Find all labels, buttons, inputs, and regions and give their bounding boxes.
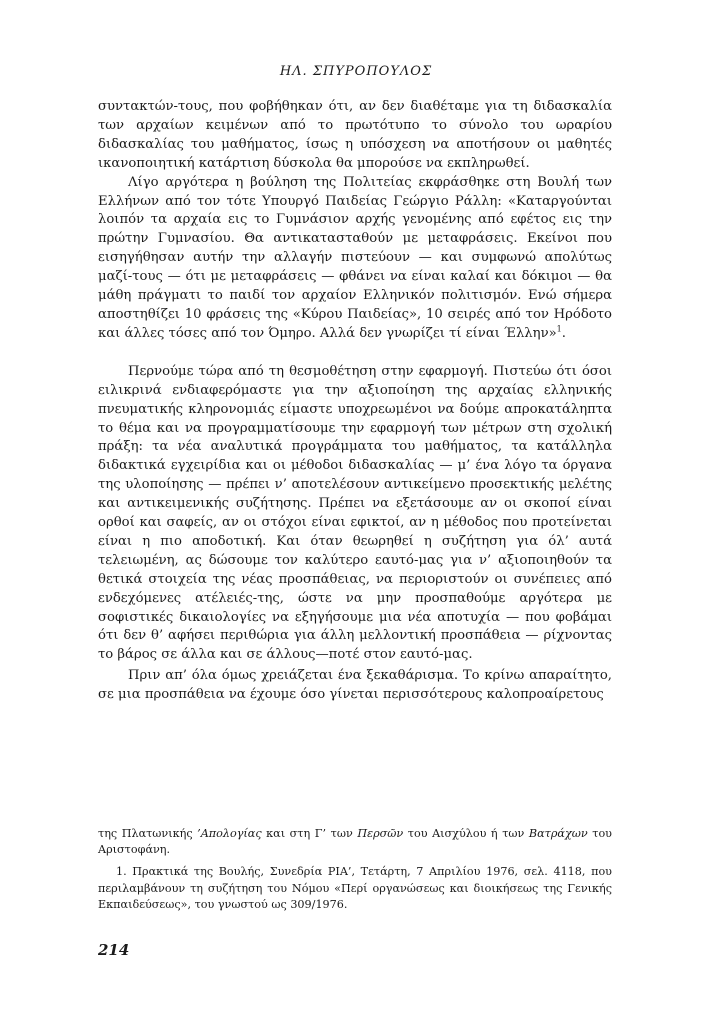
- footnote-cont-text-g: του Αριστοφάνη.: [98, 827, 612, 857]
- running-head: ΗΛ. ΣΠΥΡΟΠΟΥΛΟΣ: [279, 64, 433, 79]
- page-number: 214: [98, 941, 130, 959]
- body-text: [98, 98, 612, 705]
- footnotes: [98, 826, 612, 913]
- paragraph-2: Λίγο αργότερα η βούληση της Πολιτείας εκφράσθηκε στη Βουλή των Ελλήνων από τον τότε Υπουργό Παιδείας Γεώργιο Ράλλη: «Καταργούνται λοιπόν τα αρχαία εις το Γυμνάσιον αρχής γενομένης από εφέτος εις την πρώτην Γυμνασίου. Θα αντικατασταθούν με μεταφράσεις. Εκείνοι που εισηγήθησαν αυτήν την αλλαγήν πιστεύουν — και συμφωνώ απολύτως μαζί-τους — ότι με μεταφράσεις — φθάνει να είναι καλαί και δόκιμοι — θα μάθη πράγματι το παιδί τον αρχαίον Ελληνικόν πολιτισμόν. Ενώ σήμερα αποστηθίζει 10 φράσεις της «Κύρου Παιδείας», 10 σειρές από τον Ηρόδοτο και άλλες τόσες από τον Όμηρο. Αλλά δεν γνωρίζει τί είναι Έλλην»$^1$.: [98, 174, 612, 341]
- paragraph-1: συντακτών-τους, που φοβήθηκαν ότι, αν δεν διαθέταμε για τη διδασκαλία των αρχαίων κειμένων από το πρωτότυπο το σύνολο του ωραρίου διδασκαλίας του μαθήματος, ίσως η υπόσχεση να αποτήσουν οι μαθητές ικανοποιητική κατάρτιση δύσκολα θα μπορούσε να εκπληρωθεί.: [98, 99, 612, 171]
- footnote-cont-text-c: και στη Γ’ των: [261, 827, 358, 840]
- footnote-cont-work-apology: ’Απολογίας: [197, 827, 262, 840]
- footnote-cont-work-frogs: Βατράχων: [528, 827, 588, 840]
- footnote-continuation: [98, 826, 612, 858]
- footnote-ref-1: 1: [556, 324, 562, 334]
- footnote-1: 1. Πρακτικά της Βουλής, Συνεδρία ΡΙΑ’, Τετάρτη, 7 Απριλίου 1976, σελ. 4118, που περιλαμβάνουν τη συζήτηση του Νόμου «Περί οργανώσεως και διοικήσεως της Γενικής Εκπαιδεύσεως», του γνωστού ως 309/1976.: [98, 865, 612, 911]
- paragraph-4: Πριν απ’ όλα όμως χρειάζεται ένα ξεκαθάρισμα. Το κρίνω απαραίτητο, σε μια προσπάθεια να έχουμε όσο γίνεται περισσότερους καλοπροαίρετους: [98, 668, 612, 703]
- footnote-cont-text-a: της Πλατωνικής: [98, 827, 198, 840]
- footnote-cont-work-persians: Περσῶν: [357, 827, 404, 840]
- footnote-cont-text-e: του Αισχύλου ή των: [403, 827, 529, 840]
- paragraph-3: Περνούμε τώρα από τη θεσμοθέτηση στην εφαρμογή. Πιστεύω ότι όσοι ειλικρινά ενδιαφερόμαστε για την αξιοποίηση της αρχαίας ελληνικής πνευματικής κληρονομιάς είμαστε υποχρεωμένοι να δούμε απροκατάληπτα το θέμα και να προγραμματίσουμε την εφαρμογή των μέτρων στη σχολική πράξη: τα νέα αναλυτικά προγράμματα του μαθήματος, τα κατάλληλα διδακτικά εγχειρίδια και οι μέθοδοι διδασκαλίας — μ’ ένα λόγο τα όργανα της υλοποίησης — πρέπει ν’ αποτελέσουν αντικείμενο προσεκτικής μελέτης και αντικειμενικής συζήτησης. Πρέπει να εξετάσουμε αν οι σκοποί είναι ορθοί και σαφείς, αν οι στόχοι είναι εφικτοί, αν η μέθοδος που προτείνεται είναι η πιο αποδοτική. Και όταν θεωρηθεί η συζήτηση για όλ’ αυτά τελειωμένη, ας δώσουμε τον καλύτερο εαυτό-μας για ν’ αξιοποιηθούν τα θετικά στοιχεία της νέας προσπάθειας, να περιοριστούν οι συνέπειες από ενδεχόμενες ατέλειές-της, ώστε να μην προσπαθούμε αργότερα με σοφιστικές δικαιολογίες να εξηγήσουμε μια νέα αποτυχία — που φοβάμαι ότι δεν θ’ αφήσει περιθώρια για άλλη μελλοντική προσπάθεια — ρίχνοντας το βάρος σε άλλα και σε άλλους—ποτέ στον εαυτό-μας.: [98, 363, 612, 663]
- paragraph-2-text: Λίγο αργότερα η βούληση της Πολιτείας εκφράσθηκε στη Βουλή των Ελλήνων από τον τότε Υπουργό Παιδείας Γεώργιο Ράλλη: «Καταργούνται λοιπόν τα αρχαία εις το Γυμνάσιον αρχής γενομένης από εφέτος εις την πρώτην Γυμνασίου. Θα αντικατασταθούν με μεταφράσεις. Εκείνοι που εισηγήθησαν αυτήν την αλλαγήν πιστεύουν — και συμφωνώ απολύτως μαζί-τους — ότι με μεταφράσεις — φθάνει να είναι καλαί και δόκιμοι — θα μάθη πράγματι το παιδί τον αρχαίον Ελληνικόν πολιτισμόν. Ενώ σήμερα αποστηθίζει 10 φράσεις της «Κύρου Παιδείας», 10 σειρές από τον Ηρόδοτο και άλλες τόσες από τον Όμηρο. Αλλά δεν γνωρίζει τί είναι Έλλην»: [98, 174, 612, 341]
